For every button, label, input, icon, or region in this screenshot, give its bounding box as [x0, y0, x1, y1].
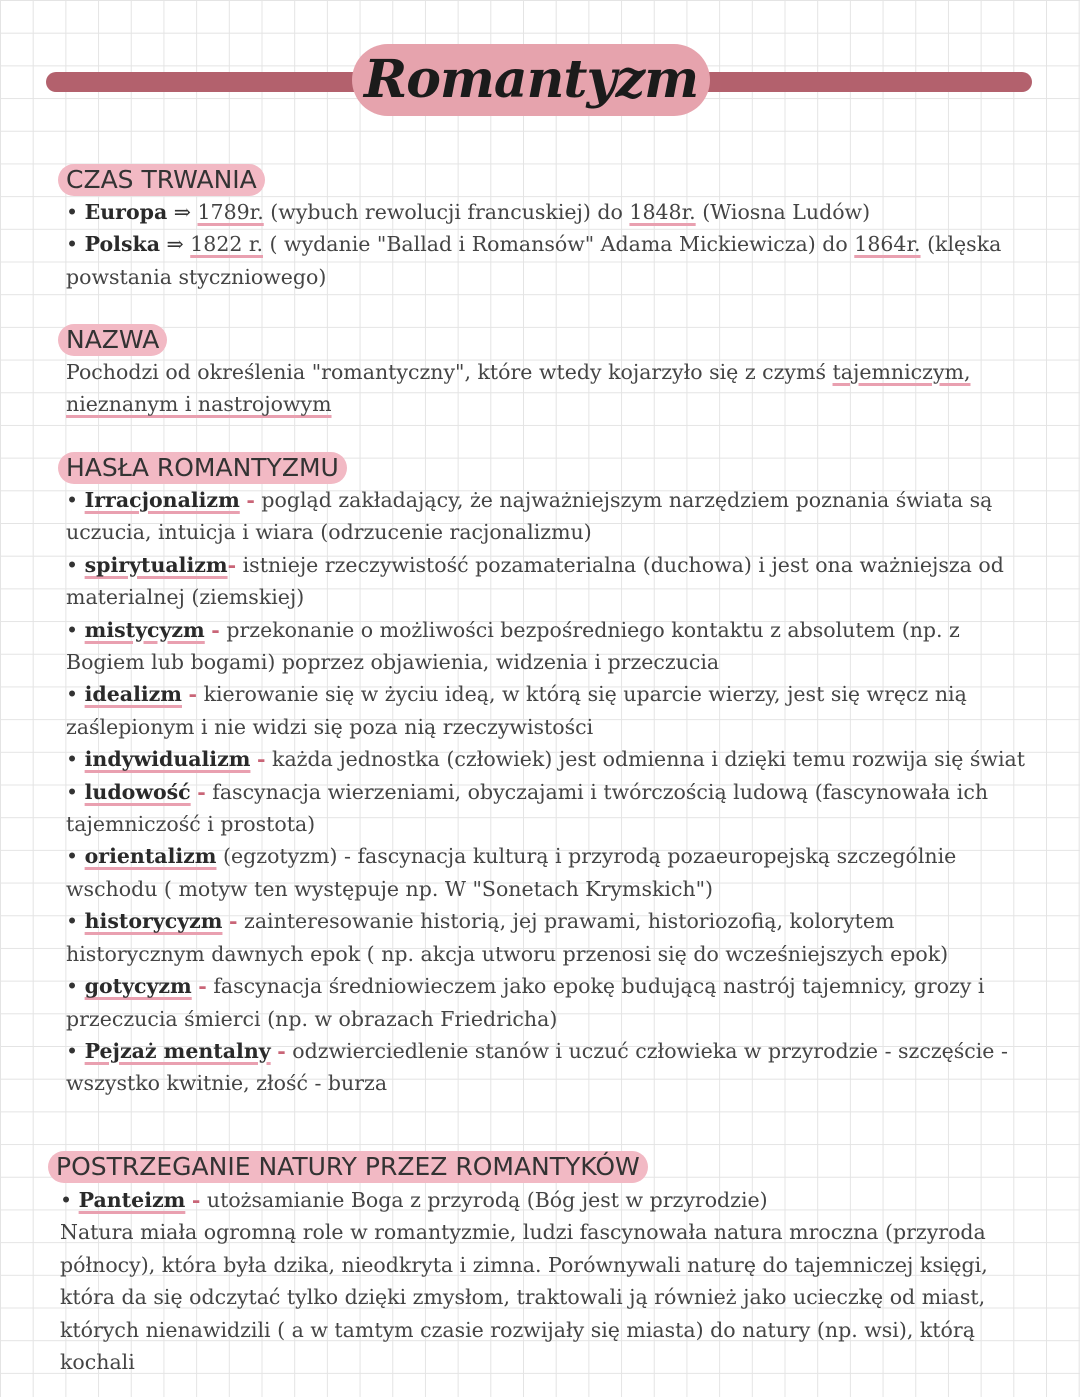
heading-nazwa: NAZWA [58, 324, 167, 356]
definition: kierowanie się w życiu ideą, w którą się uparcie wierzy, jest się wręcz nią zaślepionym i nie widzi się poza nią rzeczywistości [66, 682, 967, 739]
term: idealizm [84, 682, 182, 707]
bullet-icon: • [66, 232, 79, 257]
list-item [66, 678, 1026, 743]
page-title: Romantyzm [352, 44, 710, 116]
nazwa-text-a: Pochodzi od określenia "romantyczny", które wtedy kojarzyło się z czymś [66, 360, 826, 384]
natura-body [60, 1184, 1020, 1378]
dash-icon: - [211, 617, 220, 642]
europa-label: Europa [84, 200, 168, 224]
polska-label: Polska [84, 232, 160, 257]
nazwa-body [66, 356, 1026, 421]
list-item [66, 840, 1026, 905]
dash-icon: - [188, 682, 198, 707]
europa-end: (Wiosna Ludów) [702, 200, 871, 224]
term: orientalizm [84, 844, 217, 869]
dash-icon: - [277, 1038, 286, 1063]
list-item [66, 970, 1026, 1035]
list-item [66, 776, 1026, 841]
heading-hasla: HASŁA ROMANTYZMU [58, 452, 347, 484]
definition: przekonanie o możliwości bezpośredniego kontaktu z absolutem (np. z Bogiem lub bogami) poprzez objawienia, widzenia i przeczucia [66, 617, 960, 675]
polska-to: 1864r. [854, 232, 921, 257]
bullet-icon: • [66, 617, 79, 642]
definition: pogląd zakładający, że najważniejszym narzędziem poznania świata są uczucia, intuicja i wiara (odrzucenie racjonalizmu) [66, 488, 993, 545]
panteizm-term: Panteizm [78, 1188, 186, 1212]
heading-natura: POSTRZEGANIE NATURY PRZEZ ROMANTYKÓW [48, 1151, 648, 1183]
list-item [66, 614, 1026, 679]
bullet-icon: • [66, 974, 79, 999]
definition: każda jednostka (człowiek) jest odmienna i dzięki temu rozwija się świat [272, 747, 1025, 772]
natura-paragraph: Natura miała ogromną role w romantyzmie, ludzi fascynowała natura mroczna (przyroda północy), która była dzika, nieodkryta i zimna. Porównywali naturę do tajemniczej księgi, która da się odczytać tylko dzięki zmysłom, traktowali ją również jako ucieczkę od miast, których nienawidzili ( a w tamtym czasie rozwijały się miasta) do natury (np. wsi), którą kochali [60, 1220, 988, 1375]
bullet-icon: • [66, 747, 79, 772]
term: Pejzaż mentalny [84, 1038, 271, 1063]
europa-to: 1848r. [629, 200, 696, 224]
nazwa-text [66, 356, 1026, 421]
europa-from: 1789r. [197, 200, 264, 224]
term: spirytualizm [84, 552, 228, 577]
definition: odzwierciedlenie stanów i uczuć człowieka w przyrodzie - szczęście - wszystko kwitnie, złość - burza [66, 1038, 1008, 1096]
bullet-icon: • [66, 909, 79, 934]
definition: fascynacja wierzeniami, obyczajami i twórczością ludową (fascynowała ich tajemniczość i prostota) [66, 779, 989, 837]
panteizm-text: utożsamianie Boga z przyrodą (Bóg jest w przyrodzie) [206, 1188, 768, 1212]
dash-icon: - [197, 779, 206, 804]
polska-from: 1822 r. [190, 232, 263, 257]
czas-trwania-body [66, 196, 1026, 293]
list-item [66, 1035, 1026, 1100]
definition: fascynacja średniowieczem jako epokę budującą nastrój tajemnicy, grozy i przeczucia śmierci (np. w obrazach Friedricha) [66, 974, 985, 1031]
dash-icon: - [228, 909, 238, 934]
europa-mid: (wybuch rewolucji francuskiej) do [270, 200, 623, 224]
panteizm-line [60, 1184, 1020, 1216]
dash-icon: - [198, 974, 207, 999]
bullet-icon: • [66, 844, 79, 869]
hasla-list [66, 484, 1026, 1100]
bullet-icon: • [66, 682, 79, 707]
bullet-icon: • [66, 200, 79, 224]
list-item [66, 905, 1026, 970]
bullet-icon: • [66, 1038, 79, 1063]
bullet-icon: • [60, 1188, 73, 1212]
heading-czas-trwania: CZAS TRWANIA [58, 164, 265, 196]
bullet-icon: • [66, 552, 79, 577]
polska-mid: ( wydanie "Ballad i Romansów" Adama Mickiewicza) do [269, 232, 848, 257]
bullet-icon: • [66, 488, 79, 512]
dash-icon: - [246, 488, 255, 512]
definition: zainteresowanie historią, jej prawami, historiozofią, kolorytem historycznym dawnych epok ( np. akcja utworu przenosi się do wcześniejszych epok) [66, 909, 949, 966]
list-item [66, 549, 1026, 614]
arrow-icon: ⇒ [166, 232, 184, 257]
polska-line [66, 228, 1026, 293]
bullet-icon: • [66, 779, 79, 804]
dash-icon: - [191, 1188, 201, 1212]
term: historycyzm [84, 909, 223, 934]
dash-icon: - [256, 747, 266, 772]
term: ludowość [84, 779, 191, 804]
polska-end: (klęska powstania styczniowego) [66, 232, 1002, 289]
nazwa-text-b: tajemniczym, nieznanym i nastrojowym [66, 360, 971, 417]
arrow-icon: ⇒ [173, 200, 191, 224]
list-item [66, 743, 1026, 775]
definition: (egzotyzm) - fascynacja kulturą i przyrodą pozaeuropejską szczególnie wschodu ( motyw ten występuje np. W "Sonetach Krymskich") [66, 844, 957, 901]
europa-line [66, 196, 1026, 228]
dash-icon: - [227, 552, 237, 577]
term: gotycyzm [84, 974, 192, 999]
list-item [66, 484, 1026, 549]
term: Irracjonalizm [84, 488, 240, 512]
term: mistycyzm [84, 617, 205, 642]
term: indywidualizm [84, 747, 251, 772]
definition: istnieje rzeczywistość pozamaterialna (duchowa) i jest ona ważniejsza od materialnej (ziemskiej) [66, 552, 1004, 610]
